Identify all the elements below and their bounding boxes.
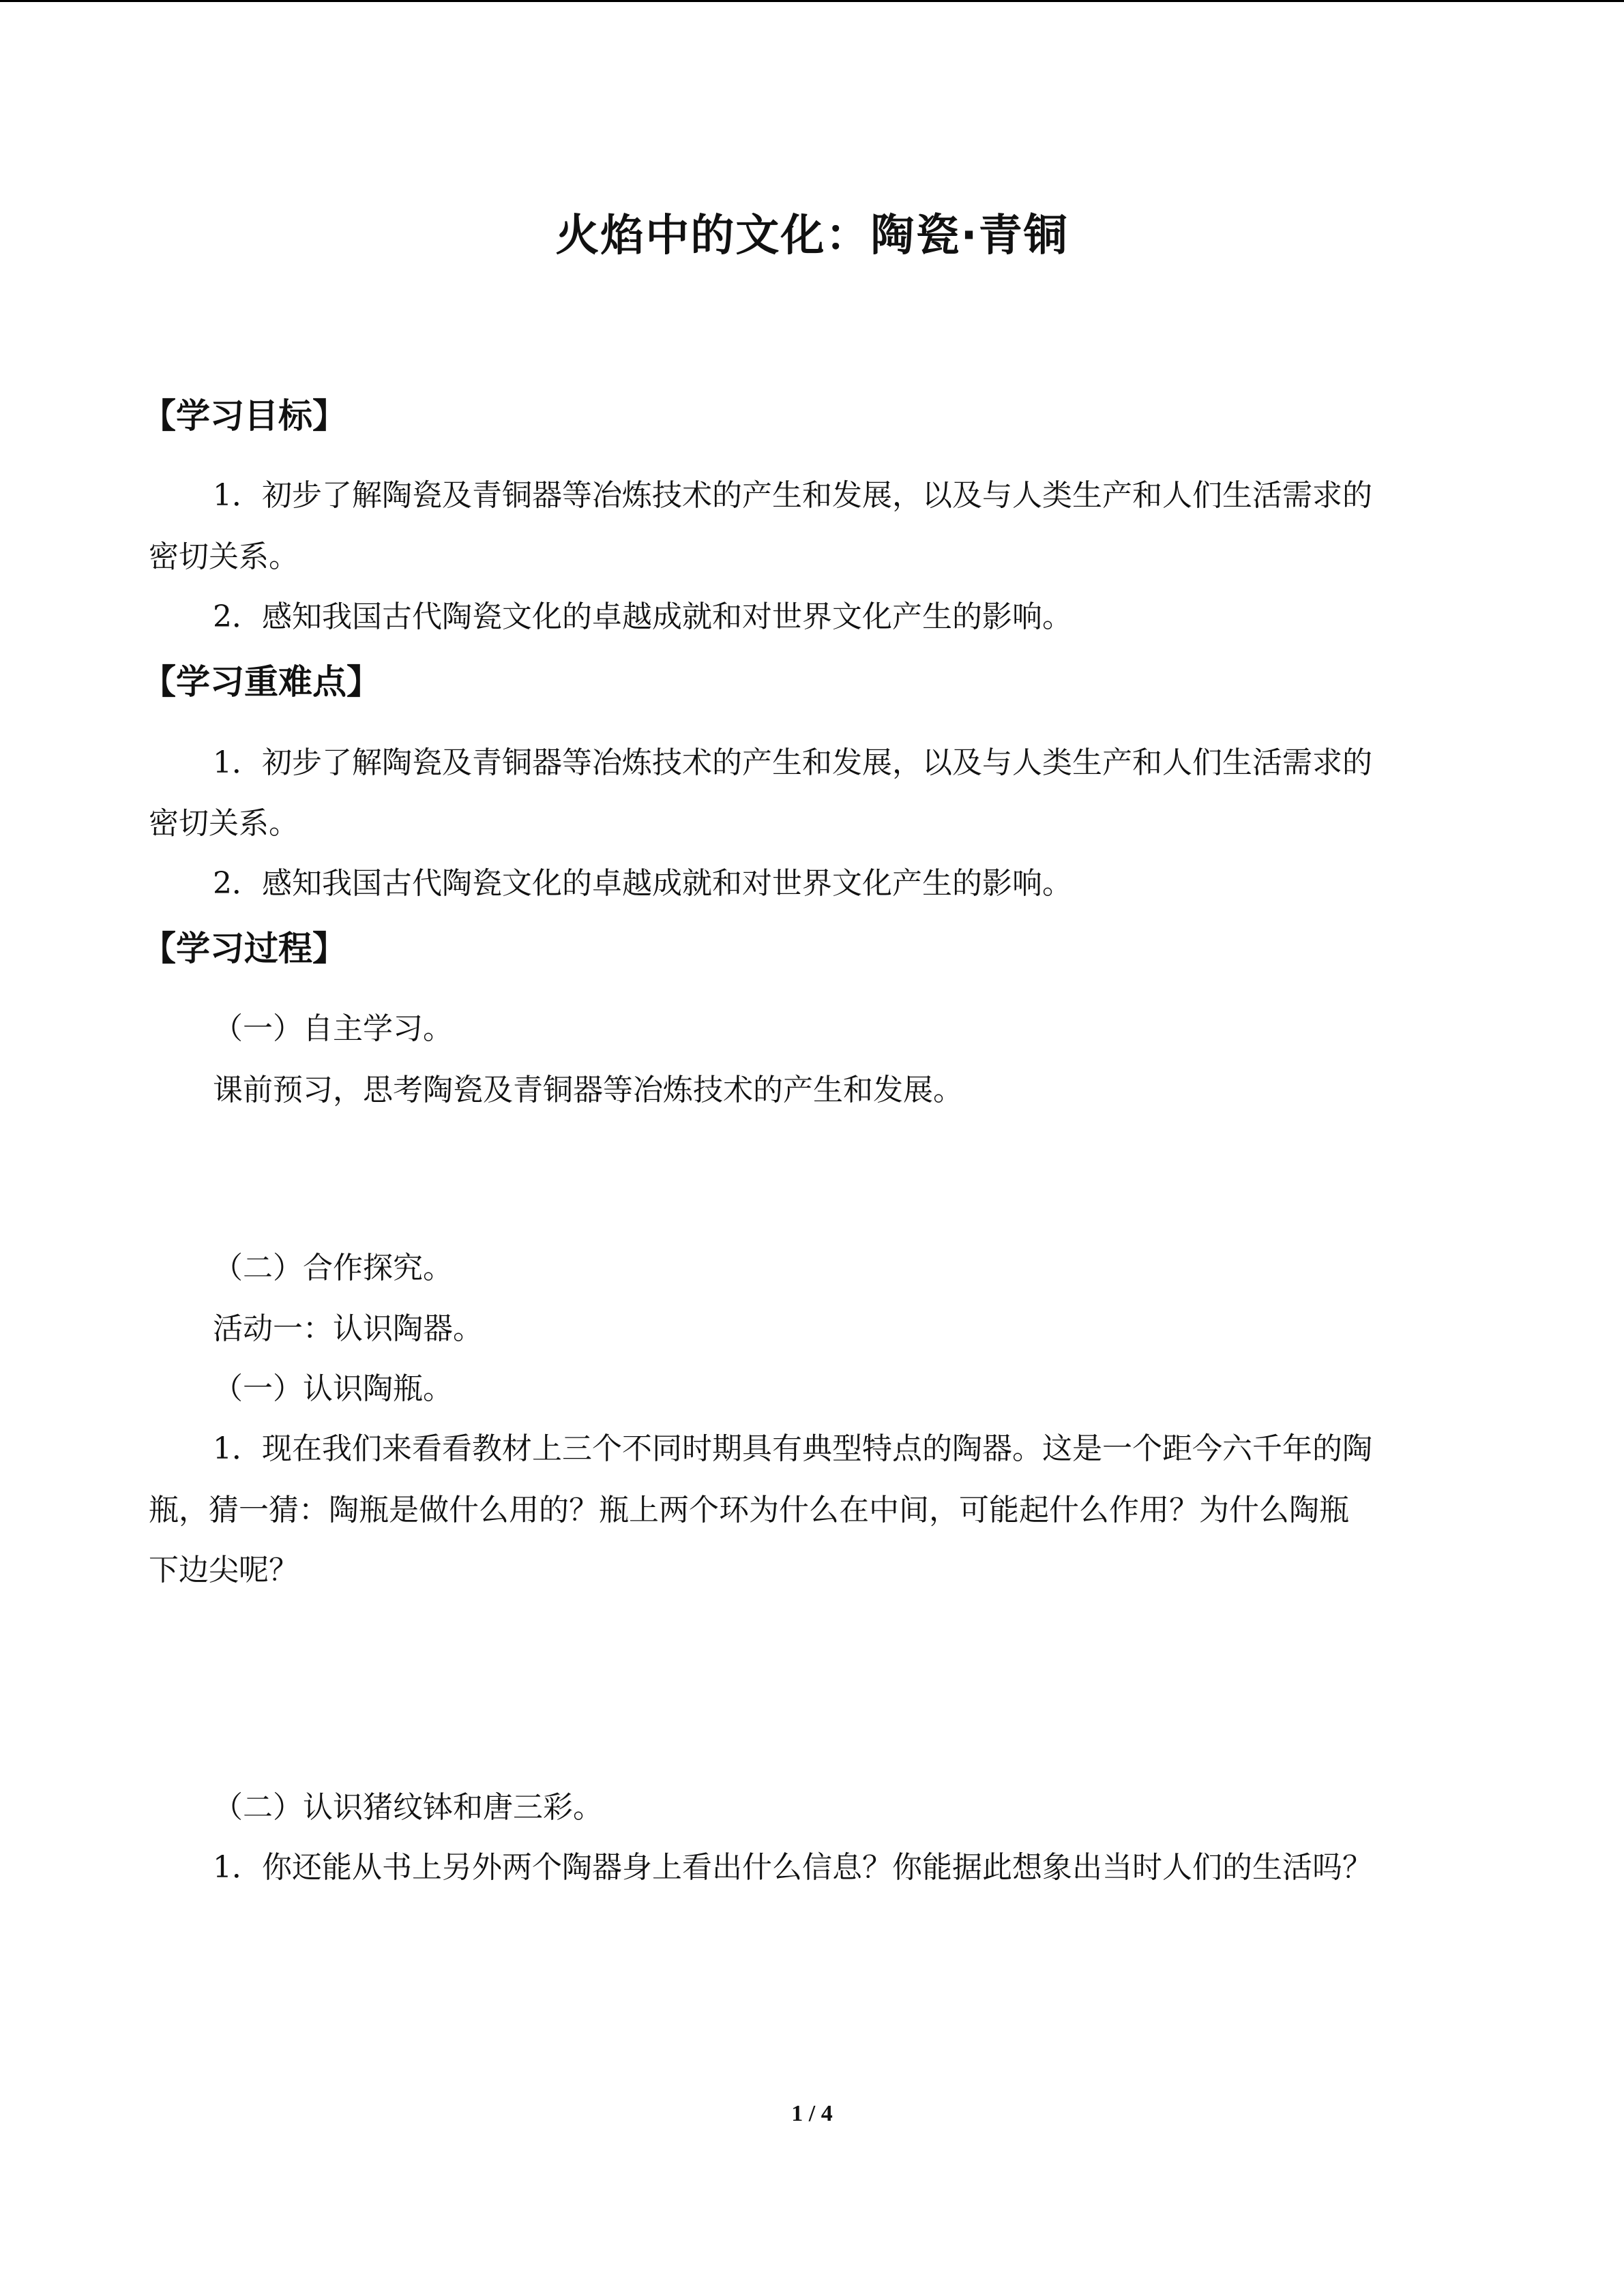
goals-item-2: 2．感知我国古代陶瓷文化的卓越成就和对世界文化产生的影响。 xyxy=(213,599,1072,634)
sub-1-question-line-2: 瓶，猜一猜：陶瓶是做什么用的？瓶上两个环为什么在中间，可能起什么作用？为什么陶瓶 xyxy=(149,1493,1349,1527)
goals-heading: 【学习目标】 xyxy=(142,396,346,436)
sub-1-question-line-1: 1．现在我们来看看教材上三个不同时期具有典型特点的陶器。这是一个距今六千年的陶 xyxy=(213,1431,1372,1466)
sub-1-question-line-3: 下边尖呢？ xyxy=(149,1553,299,1587)
goals-item-1-line-2: 密切关系。 xyxy=(149,539,299,574)
process-heading: 【学习过程】 xyxy=(142,929,346,968)
document-title: 火焰中的文化：陶瓷·青铜 xyxy=(555,211,1069,261)
activity-1: 活动一：认识陶器。 xyxy=(213,1311,483,1346)
key-points-item-1-line-1: 1．初步了解陶瓷及青铜器等冶炼技术的产生和发展，以及与人类生产和人们生活需求的 xyxy=(213,745,1372,780)
key-points-item-2: 2．感知我国古代陶瓷文化的卓越成就和对世界文化产生的影响。 xyxy=(213,866,1072,901)
sub-2-title: （二）认识猪纹钵和唐三彩。 xyxy=(213,1790,603,1825)
self-study-title: （一）自主学习。 xyxy=(213,1011,453,1046)
key-points-item-1-line-2: 密切关系。 xyxy=(149,806,299,841)
coop-title: （二）合作探究。 xyxy=(213,1251,453,1285)
sub-1-title: （一）认识陶瓶。 xyxy=(213,1371,453,1406)
key-points-heading: 【学习重难点】 xyxy=(142,662,381,702)
self-study-text: 课前预习，思考陶瓷及青铜器等冶炼技术的产生和发展。 xyxy=(213,1073,963,1107)
page-number: 1 / 4 xyxy=(791,2101,833,2126)
sub-2-question: 1．你还能从书上另外两个陶器身上看出什么信息？你能据此想象出当时人们的生活吗？ xyxy=(213,1850,1372,1885)
goals-item-1-line-1: 1．初步了解陶瓷及青铜器等冶炼技术的产生和发展，以及与人类生产和人们生活需求的 xyxy=(213,478,1372,513)
